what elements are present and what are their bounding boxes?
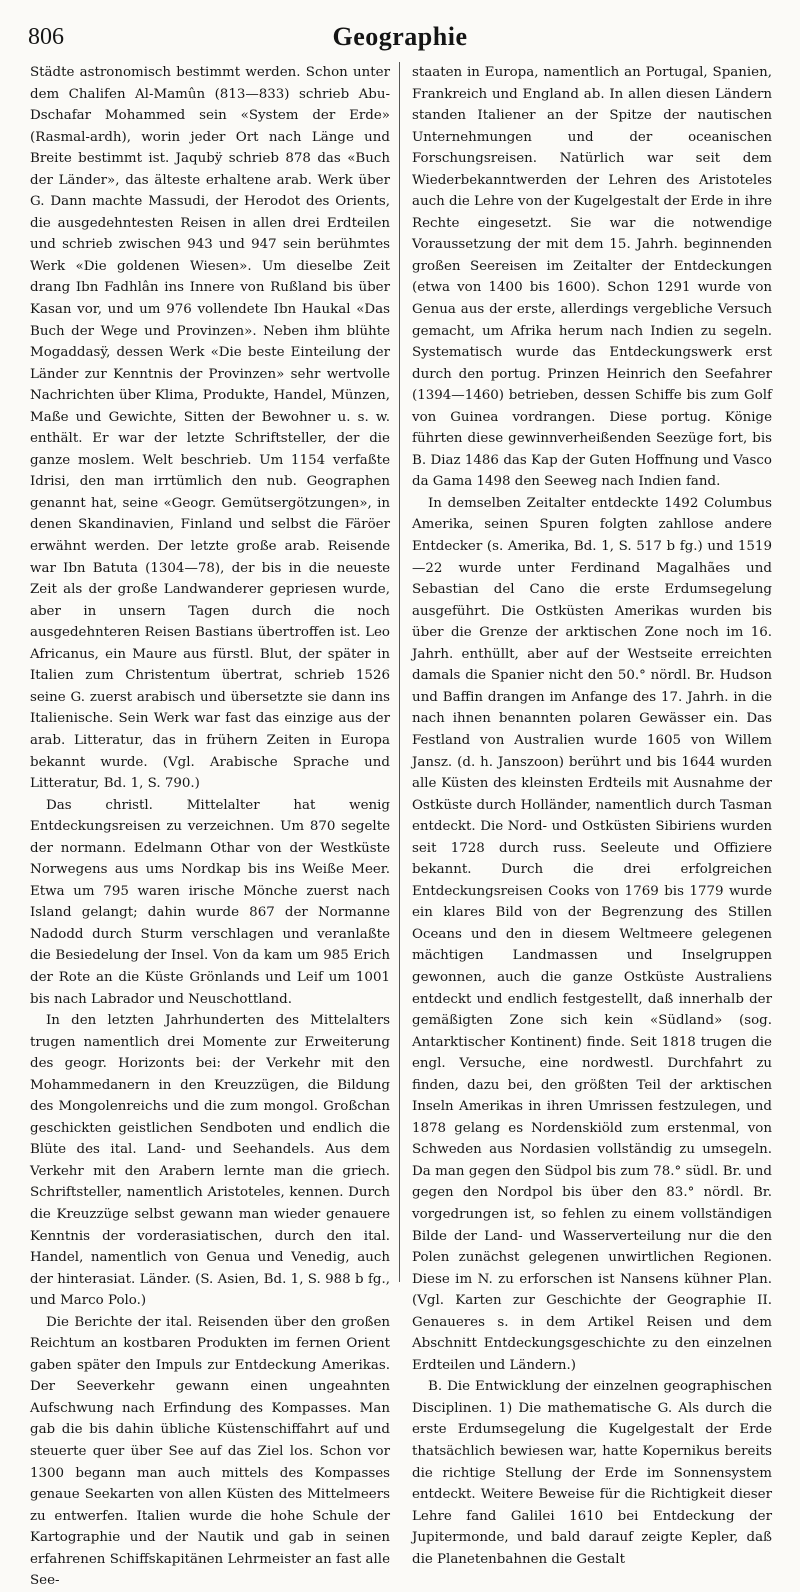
- right-column: [412, 62, 772, 1570]
- running-title: Geographie: [332, 22, 468, 51]
- left-column: [30, 62, 390, 1592]
- paragraph: staaten in Europa, namentlich an Portugal, Spanien, Frankreich und England ab. In allen diesen Ländern standen Italiener an der Spitze der nautischen Unternehmungen und der oceanischen Forschungsreisen. Natürlich war seit dem Wiederbekanntwerden der Lehren des Aristoteles auch die Lehre von der Kugelgestalt der Erde in ihre Rechte eingesetzt. Sie war die notwendige Voraussetzung der mit dem 15. Jahrh. beginnenden großen Seereisen im Zeitalter der Entdeckungen (etwa von 1400 bis 1600). Schon 1291 wurde von Genua aus der erste, allerdings vergebliche Versuch gemacht, um Afrika herum nach Indien zu segeln. Systematisch wurde das Entdeckungswerk erst durch den portug. Prinzen Heinrich den Seefahrer (1394—1460) betrieben, dessen Schiffe bis zum Golf von Guinea vordrangen. Diese portug. Könige führten diese gewinnverheißenden Seezüge fort, bis B. Diaz 1486 das Kap der Guten Hoffnung und Vasco da Gama 1498 den Seeweg nach Indien fand.: [412, 65, 772, 490]
- column-divider: [399, 62, 400, 1282]
- paragraph: Das christl. Mittelalter hat wenig Entdeckungsreisen zu verzeichnen. Um 870 segelte der normann. Edelmann Othar von der Westküste Norwegens aus ums Nordkap bis ins Weiße Meer. Etwa um 795 waren irische Mönche zuerst nach Island gelangt; dahin wurde 867 der Normanne Nadodd durch Sturm verschlagen und veranlaßte die Besiedelung der Insel. Von da kam um 985 Erich der Rote an die Küste Grönlands und Leif um 1001 bis nach Labrador und Neuschottland.: [30, 797, 390, 1007]
- paragraph: In den letzten Jahrhunderten des Mittelalters trugen namentlich drei Momente zur Erweiterung des geogr. Horizonts bei: der Verkehr mit den Mohammedanern in den Kreuzzügen, die Bildung des Mongolenreichs und die zum mongol. Großchan geschickten geistlichen Sendboten und endlich die Blüte des ital. Land- und Seehandels. Aus dem Verkehr mit den Arabern lernte man die griech. Schriftsteller, namentlich Aristoteles, kennen. Durch die Kreuzzüge selbst gewann man wieder genauere Kenntnis der vorderasiatischen, durch den ital. Handel, namentlich von Genua und Venedig, auch der hinterasiat. Länder. (S. Asien, Bd. 1, S. 988 b fg., und Marco Polo.): [30, 1013, 390, 1309]
- paragraph: In demselben Zeitalter entdeckte 1492 Columbus Amerika, seinen Spuren folgten zahllose andere Entdecker (s. Amerika, Bd. 1, S. 517 b fg.) und 1519—22 wurde unter Ferdinand Magalhães und Sebastian del Cano die erste Erdumsegelung ausgeführt. Die Ostküsten Amerikas wurden bis über die Grenze der arktischen Zone noch im 16. Jahrh. enthüllt, aber auf der Westseite erreichten damals die Spanier nicht den 50.° nördl. Br. Hudson und Baffin drangen im Anfange des 17. Jahrh. in die nach ihnen benannten polaren Gewässer ein. Das Festland von Australien wurde 1605 von Willem Jansz. (d. h. Janszoon) berührt und bis 1644 wurden alle Küsten des kleinsten Erdteils mit Ausnahme der Ostküste durch Holländer, namentlich durch Tasman entdeckt. Die Nord- und Ostküsten Sibiriens wurden seit 1728 durch russ. Seeleute und Offiziere bekannt. Durch die drei erfolgreichen Entdeckungsreisen Cooks von 1769 bis 1779 wurde ein klares Bild von der Begrenzung des Stillen Oceans und den in diesem Weltmeere gelegenen mächtigen Landmassen und Inselgruppen gewonnen, auch die ganze Ostküste Australiens entdeckt und endlich festgestellt, daß innerhalb der gemäßigten Zone sich kein «Südland» (sog. Antarktischer Kontinent) finde. Seit 1818 trugen die engl. Versuche, eine nordwestl. Durchfahrt zu finden, dazu bei, den größten Teil der arktischen Inseln Amerikas in ihren Umrissen festzulegen, und 1878 gelang es Nordenskiöld zum erstenmal, von Schweden aus Nordasien vollständig zu umsegeln. Da man gegen den Südpol bis zum 78.° südl. Br. und gegen den Nordpol bis über den 83.° nördl. Br. vorgedrungen ist, so fehlen zu einem vollständigen Bilde der Land- und Wasserverteilung nur die den Polen zunächst gelegenen unwirtlichen Regionen. Diese im N. zu erforschen ist Nansens kühner Plan. (Vgl. Karten zur Geschichte der Geographie II. Genaueres s. in dem Artikel Reisen und dem Abschnitt Entdeckungsgeschichte zu den einzelnen Erdteilen und Ländern.): [412, 495, 772, 1373]
- page-header: [28, 18, 772, 58]
- paragraph: Städte astronomisch bestimmt werden. Schon unter dem Chalifen Al-Mamûn (813—833) schrieb Abu-Dschafar Mohammed sein «System der Erde» (Rasmal-ardh), worin jeder Ort nach Länge und Breite bestimmt ist. Jaqubÿ schrieb 878 das «Buch der Länder», das älteste erhaltene arab. Werk über G. Dann machte Massudi, der Herodot des Orients, die ausgedehntesten Reisen in allen drei Erdteilen und schrieb zwischen 943 und 947 sein berühmtes Werk «Die goldenen Wiesen». Um dieselbe Zeit drang Ibn Fadhlân ins Innere von Rußland bis über Kasan vor, und um 976 vollendete Ibn Haukal «Das Buch der Wege und Provinzen». Neben ihm blühte Mogaddasÿ, dessen Werk «Die beste Einteilung der Länder zur Kenntnis der Provinzen» sehr wertvolle Nachrichten über Klima, Produkte, Handel, Münzen, Maße und Gewichte, Sitten der Bewohner u. s. w. enthält. Er war der letzte Schriftsteller, der die ganze moslem. Welt beschrieb. Um 1154 verfaßte Idrisi, den man irrtümlich den nub. Geographen genannt hat, seine «Geogr. Gemütsergötzungen», in denen Skandinavien, Finland und selbst die Färöer erwähnt werden. Der letzte große arab. Reisende war Ibn Batuta (1304—78), der bis in die neueste Zeit als der große Landwanderer gepriesen wurde, aber in unsern Tagen durch die noch ausgedehnteren Reisen Bastians übertroffen ist. Leo Africanus, ein Maure aus fürstl. Blut, der später in Italien zum Christentum übertrat, schrieb 1526 seine G. zuerst arabisch und übersetzte sie dann ins Italienische. Sein Werk war fast das einzige aus der arab. Litteratur, das in frühern Zeiten in Europa bekannt wurde. (Vgl. Arabische Sprache und Litteratur, Bd. 1, S. 790.): [30, 65, 390, 792]
- paragraph: Die Berichte der ital. Reisenden über den großen Reichtum an kostbaren Produkten im fernen Orient gaben später den Impuls zur Entdeckung Amerikas. Der Seeverkehr gewann einen ungeahnten Aufschwung nach Erfindung des Kompasses. Man gab die bis dahin übliche Küstenschiffahrt auf und steuerte quer über See auf das Ziel los. Schon vor 1300 begann man auch mittels des Kompasses genaue Seekarten von allen Küsten des Mittelmeers zu entwerfen. Italien wurde die hohe Schule der Kartographie und der Nautik und gab in seinen erfahrenen Schiffskapitänen Lehrmeister an fast alle See-: [30, 1314, 390, 1589]
- page-number: 806: [28, 24, 64, 50]
- paragraph: B. Die Entwicklung der einzelnen geographischen Disciplinen. 1) Die mathematische G. Als durch die erste Erdumsegelung die Kugelgestalt der Erde thatsächlich bewiesen war, hatte Kopernikus bereits die richtige Stellung der Erde im Sonnensystem entdeckt. Weitere Beweise für die Richtigkeit dieser Lehre fand Galilei 1610 bei Entdeckung der Jupitermonde, und bald darauf zeigte Kepler, daß die Planetenbahnen die Gestalt: [412, 1379, 772, 1567]
